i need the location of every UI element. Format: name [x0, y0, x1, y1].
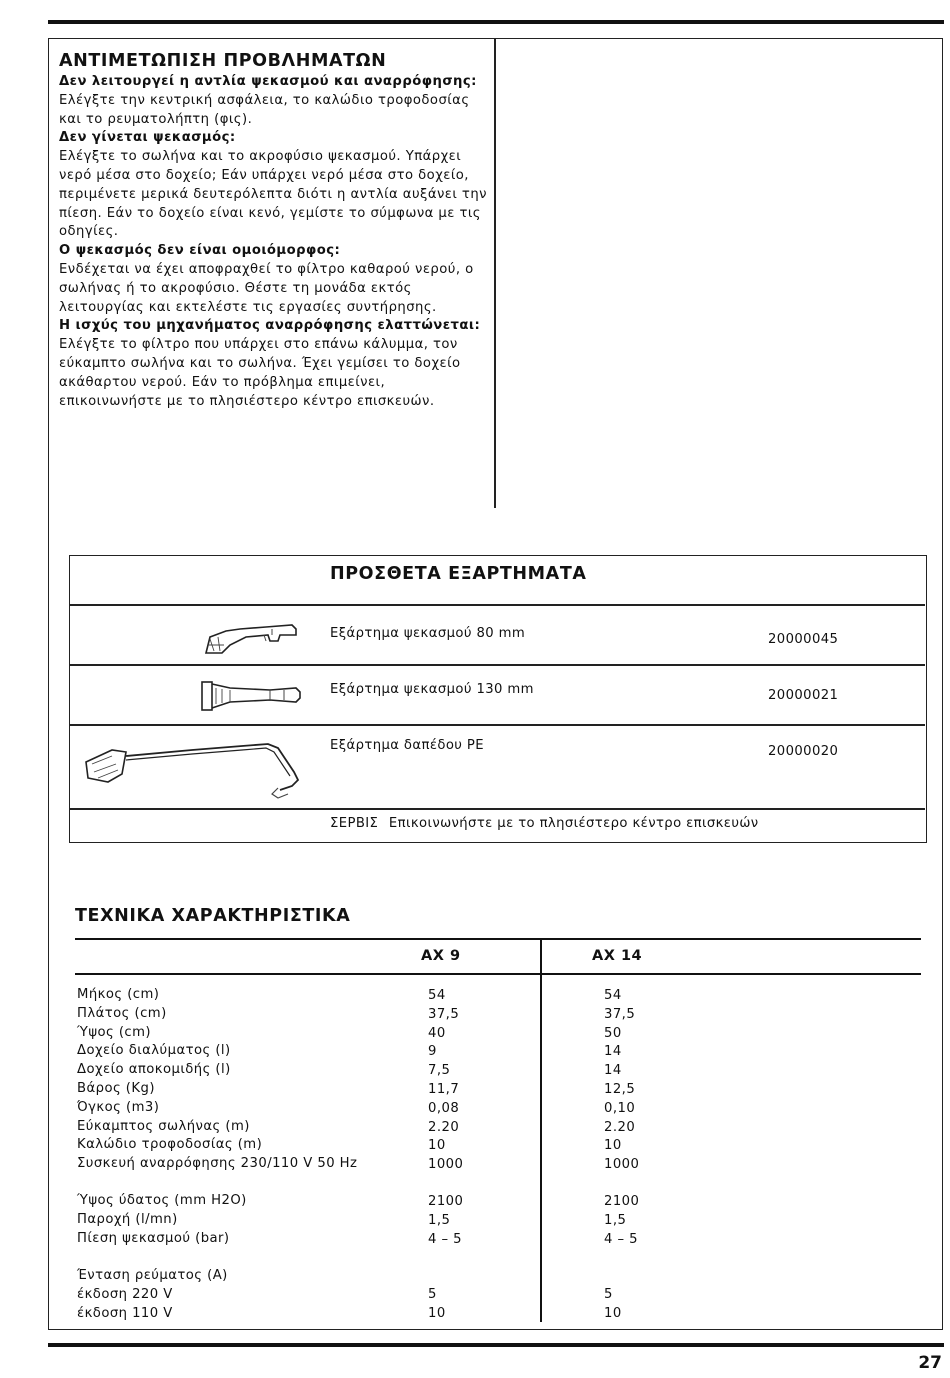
spec-values-ax14 — [604, 1267, 622, 1323]
spec-label: Ύψος (cm) — [77, 1024, 152, 1040]
spec-label: Ένταση ρεύματος (A) — [77, 1268, 228, 1283]
spec-value: 5 — [428, 1286, 437, 1302]
top-rule — [48, 20, 944, 24]
spec-values-ax9 — [428, 987, 463, 1175]
spec-label: Δοχείο διαλύματος (l) — [77, 1043, 231, 1059]
trouble-answer: Ενδέχεται να έχει αποφραχθεί το φίλτρο καθαρού νερού, ο σωλήνας ή το ακροφύσιο. Θέστε τη μονάδα εκτός λειτουργίας και εκτελέστε τις εργασίες συντήρησης. — [59, 261, 474, 315]
spec-value: 54 — [604, 988, 622, 1003]
table-divider — [70, 664, 925, 666]
service-text: Επικοινωνήστε με το πλησιέστερο κέντρο επισκευών — [388, 816, 759, 831]
spec-value: 50 — [604, 1025, 622, 1041]
accessory-name: Εξάρτημα δαπέδου PE — [330, 738, 484, 753]
accessory-code: 20000020 — [768, 744, 839, 759]
spec-value: 2.20 — [604, 1119, 636, 1135]
spec-value: 54 — [428, 988, 446, 1003]
spec-label: Μήκος (cm) — [77, 987, 160, 1002]
spec-label: Όγκος (m3) — [77, 1099, 160, 1115]
spec-value: 10 — [604, 1138, 622, 1154]
spec-value: 10 — [604, 1305, 622, 1321]
spec-label: Βάρος (Kg) — [77, 1080, 155, 1096]
trouble-question: Η ισχύς του μηχανήματος αναρρόφησης ελαττώνεται: — [59, 318, 481, 334]
spec-label: Δοχείο αποκομιδής (l) — [77, 1062, 231, 1078]
spec-label: Ύψος ύδατος (mm H2O) — [77, 1193, 247, 1208]
table-divider — [70, 808, 925, 810]
service-label: ΣΕΡΒΙΣ — [330, 816, 379, 831]
spec-value: 14 — [604, 1044, 622, 1060]
page-number: 27 — [918, 1353, 942, 1373]
trouble-answer: Ελέγξτε την κεντρική ασφάλεια, το καλώδιο τροφοδοσίας και το ρευματολήπτη (φις). — [59, 92, 470, 127]
trouble-answer: Ελέγξτε το σωλήνα και το ακροφύσιο ψεκασμού. Υπάρχει νερό μέσα στο δοχείο; Εάν υπάρχει νερό μέσα στο δοχείο, περιμένετε μερικά δευτερόλεπτα διότι η αντλία αυξάνει την πίεση. Εάν το δοχείο είναι κενό, γεμίστε το σύμφωνα με τις οδηγίες. — [59, 149, 487, 240]
trouble-question: Ο ψεκασμός δεν είναι ομοιόμορφος: — [59, 243, 341, 259]
spec-labels — [77, 1192, 247, 1248]
spec-label: Εύκαμπτος σωλήνας (m) — [77, 1118, 250, 1134]
spec-value: 37,5 — [428, 1006, 460, 1022]
accessory-name: Εξάρτημα ψεκασμού 130 mm — [330, 682, 534, 697]
spec-value: 9 — [428, 1044, 437, 1060]
spec-value: 1000 — [604, 1157, 640, 1173]
spray-nozzle-130-icon — [200, 676, 304, 716]
specs-column-divider — [540, 938, 542, 1322]
specs-title: ΤΕΧΝΙΚΑ ΧΑΡΑΚΤΗΡΙΣΤΙΚΑ — [75, 906, 351, 926]
spec-label: Πίεση ψεκασμού (bar) — [77, 1230, 230, 1246]
spec-value: 0,10 — [604, 1100, 636, 1116]
spec-value: 1,5 — [428, 1212, 451, 1228]
spec-labels — [77, 986, 357, 1174]
table-divider — [70, 724, 925, 726]
model-header-ax9: AX 9 — [421, 948, 461, 964]
spec-value: 4 – 5 — [604, 1231, 639, 1247]
column-divider — [494, 38, 496, 508]
spec-labels — [77, 1267, 228, 1323]
spec-value: 10 — [428, 1305, 446, 1321]
specs-top-rule — [75, 938, 921, 940]
trouble-question: Δεν λειτουργεί η αντλία ψεκασμού και αναρρόφησης: — [59, 74, 477, 89]
spec-value: 4 – 5 — [428, 1231, 463, 1247]
accessory-code: 20000021 — [768, 688, 839, 703]
spec-value: 37,5 — [604, 1006, 636, 1022]
spec-label: έκδοση 110 V — [77, 1305, 173, 1321]
trouble-question: Δεν γίνεται ψεκασμός: — [59, 130, 236, 146]
model-header-ax14: AX 14 — [592, 948, 643, 964]
floor-tool-icon — [82, 732, 308, 802]
spec-value — [428, 1267, 446, 1286]
spec-value: 1,5 — [604, 1212, 627, 1228]
spec-values-ax14 — [604, 1193, 639, 1249]
spec-value: 11,7 — [428, 1081, 460, 1097]
spec-value: 40 — [428, 1025, 446, 1041]
specs-header-rule — [75, 973, 921, 975]
trouble-answer: Ελέγξτε το φίλτρο που υπάρχει στο επάνω κάλυμμα, τον εύκαμπτο σωλήνα και το σωλήνα. Έχει γεμίσει το δοχείο ακάθαρτου νερού. Εάν το πρόβλημα επιμείνει, επικοινωνήστε με το πλησιέστερο κέντρο επισκευών. — [59, 337, 461, 409]
spec-value: 10 — [428, 1138, 446, 1154]
accessory-name: Εξάρτημα ψεκασμού 80 mm — [330, 626, 526, 641]
spec-label: Καλώδιο τροφοδοσίας (m) — [77, 1137, 263, 1153]
accessories-title: ΠΡΟΣΘΕΤΑ ΕΞΑΡΤΗΜΑΤΑ — [330, 564, 587, 584]
troubleshooting-section — [59, 50, 489, 411]
accessory-code: 20000045 — [768, 632, 839, 647]
spec-value: 7,5 — [428, 1063, 451, 1079]
spec-label: Παροχή (l/mn) — [77, 1211, 178, 1227]
spec-value — [604, 1267, 622, 1286]
spec-label: Συσκευή αναρρόφησης 230/110 V 50 Hz — [77, 1156, 358, 1172]
spec-value: 0,08 — [428, 1100, 460, 1116]
spec-values-ax9 — [428, 1267, 446, 1323]
spec-label: έκδοση 220 V — [77, 1286, 173, 1302]
spec-label: Πλάτος (cm) — [77, 1005, 167, 1021]
spec-value: 2.20 — [428, 1119, 460, 1135]
spray-nozzle-80-icon — [200, 619, 300, 659]
spec-value: 12,5 — [604, 1081, 636, 1097]
accessories-table — [69, 555, 927, 843]
spec-value: 2100 — [428, 1194, 464, 1209]
spec-value: 1000 — [428, 1157, 464, 1173]
service-note — [330, 816, 765, 831]
troubleshooting-title: ΑΝΤΙΜΕΤΩΠΙΣΗ ΠΡΟΒΛΗΜΑΤΩΝ — [59, 51, 387, 71]
spec-value: 14 — [604, 1063, 622, 1079]
spec-value: 5 — [604, 1286, 613, 1302]
bottom-rule — [48, 1343, 944, 1347]
spec-value: 2100 — [604, 1194, 640, 1209]
spec-values-ax9 — [428, 1193, 463, 1249]
table-divider — [70, 604, 925, 606]
spec-values-ax14 — [604, 987, 639, 1175]
